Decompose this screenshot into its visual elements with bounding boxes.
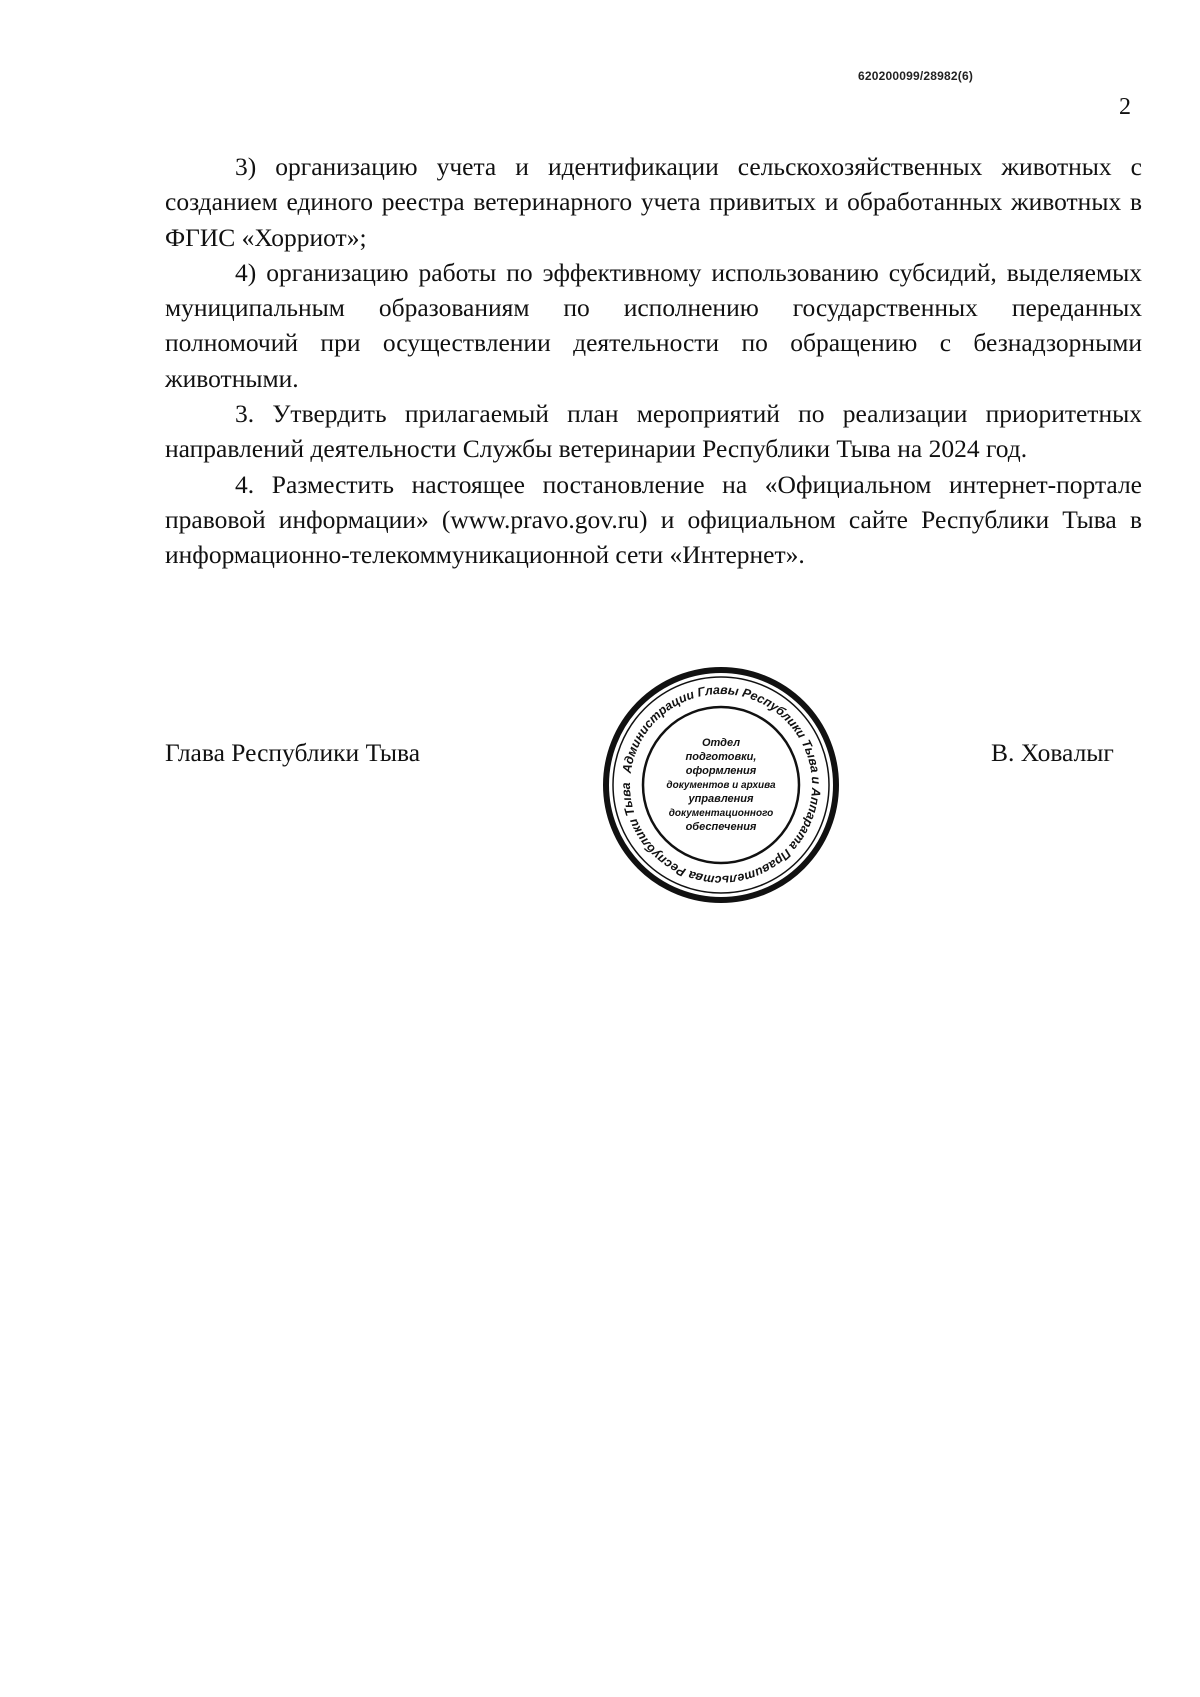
signatory-title: Глава Республики Тыва xyxy=(165,738,421,767)
body-text xyxy=(165,149,1142,573)
seal-center-line: обеспечения xyxy=(685,821,757,833)
seal-center-line: оформления xyxy=(685,765,757,777)
seal-center-line: Отдел xyxy=(701,737,741,749)
seal-center-line: управления xyxy=(688,793,754,805)
paragraph: 4. Разместить настоящее постановление на «Официальном интернет-портале правовой информации» (www.pravo.gov.ru) и официальном сайте Республики Тыва в информационно-телекоммуникационной сети «Интернет». xyxy=(165,469,1142,570)
seal-center-line: документационного xyxy=(668,808,774,819)
page-number: 2 xyxy=(1119,94,1131,120)
signatory-name: В. Ховалыг xyxy=(991,738,1114,767)
paragraph: 3) организацию учета и идентификации сельскохозяйственных животных с созданием единого реестра ветеринарного учета привитых и обработанных животных в ФГИС «Хорриот»; xyxy=(165,152,1142,252)
seal-center-line: документов и архива xyxy=(666,780,776,791)
paragraph: 4) организацию работы по эффективному использованию субсидий, выделяемых муниципальным образованиям по исполнению государственных переданных полномочий при осуществлении деятельности по обращению с безнадзорными животными. xyxy=(165,257,1142,393)
seal-center-line: подготовки, xyxy=(685,751,757,763)
seal-ring-text: Администрации Главы Республики Тыва и Аппарата Правительства Республики Тыва xyxy=(618,682,824,888)
paragraph: 3. Утвердить прилагаемый план мероприятий по реализации приоритетных направлений деятельности Службы ветеринарии Республики Тыва на 2024 год. xyxy=(165,399,1142,464)
official-seal xyxy=(600,664,842,906)
document-id: 620200099/28982(6) xyxy=(858,69,974,83)
seal-stamp-icon xyxy=(600,664,842,906)
